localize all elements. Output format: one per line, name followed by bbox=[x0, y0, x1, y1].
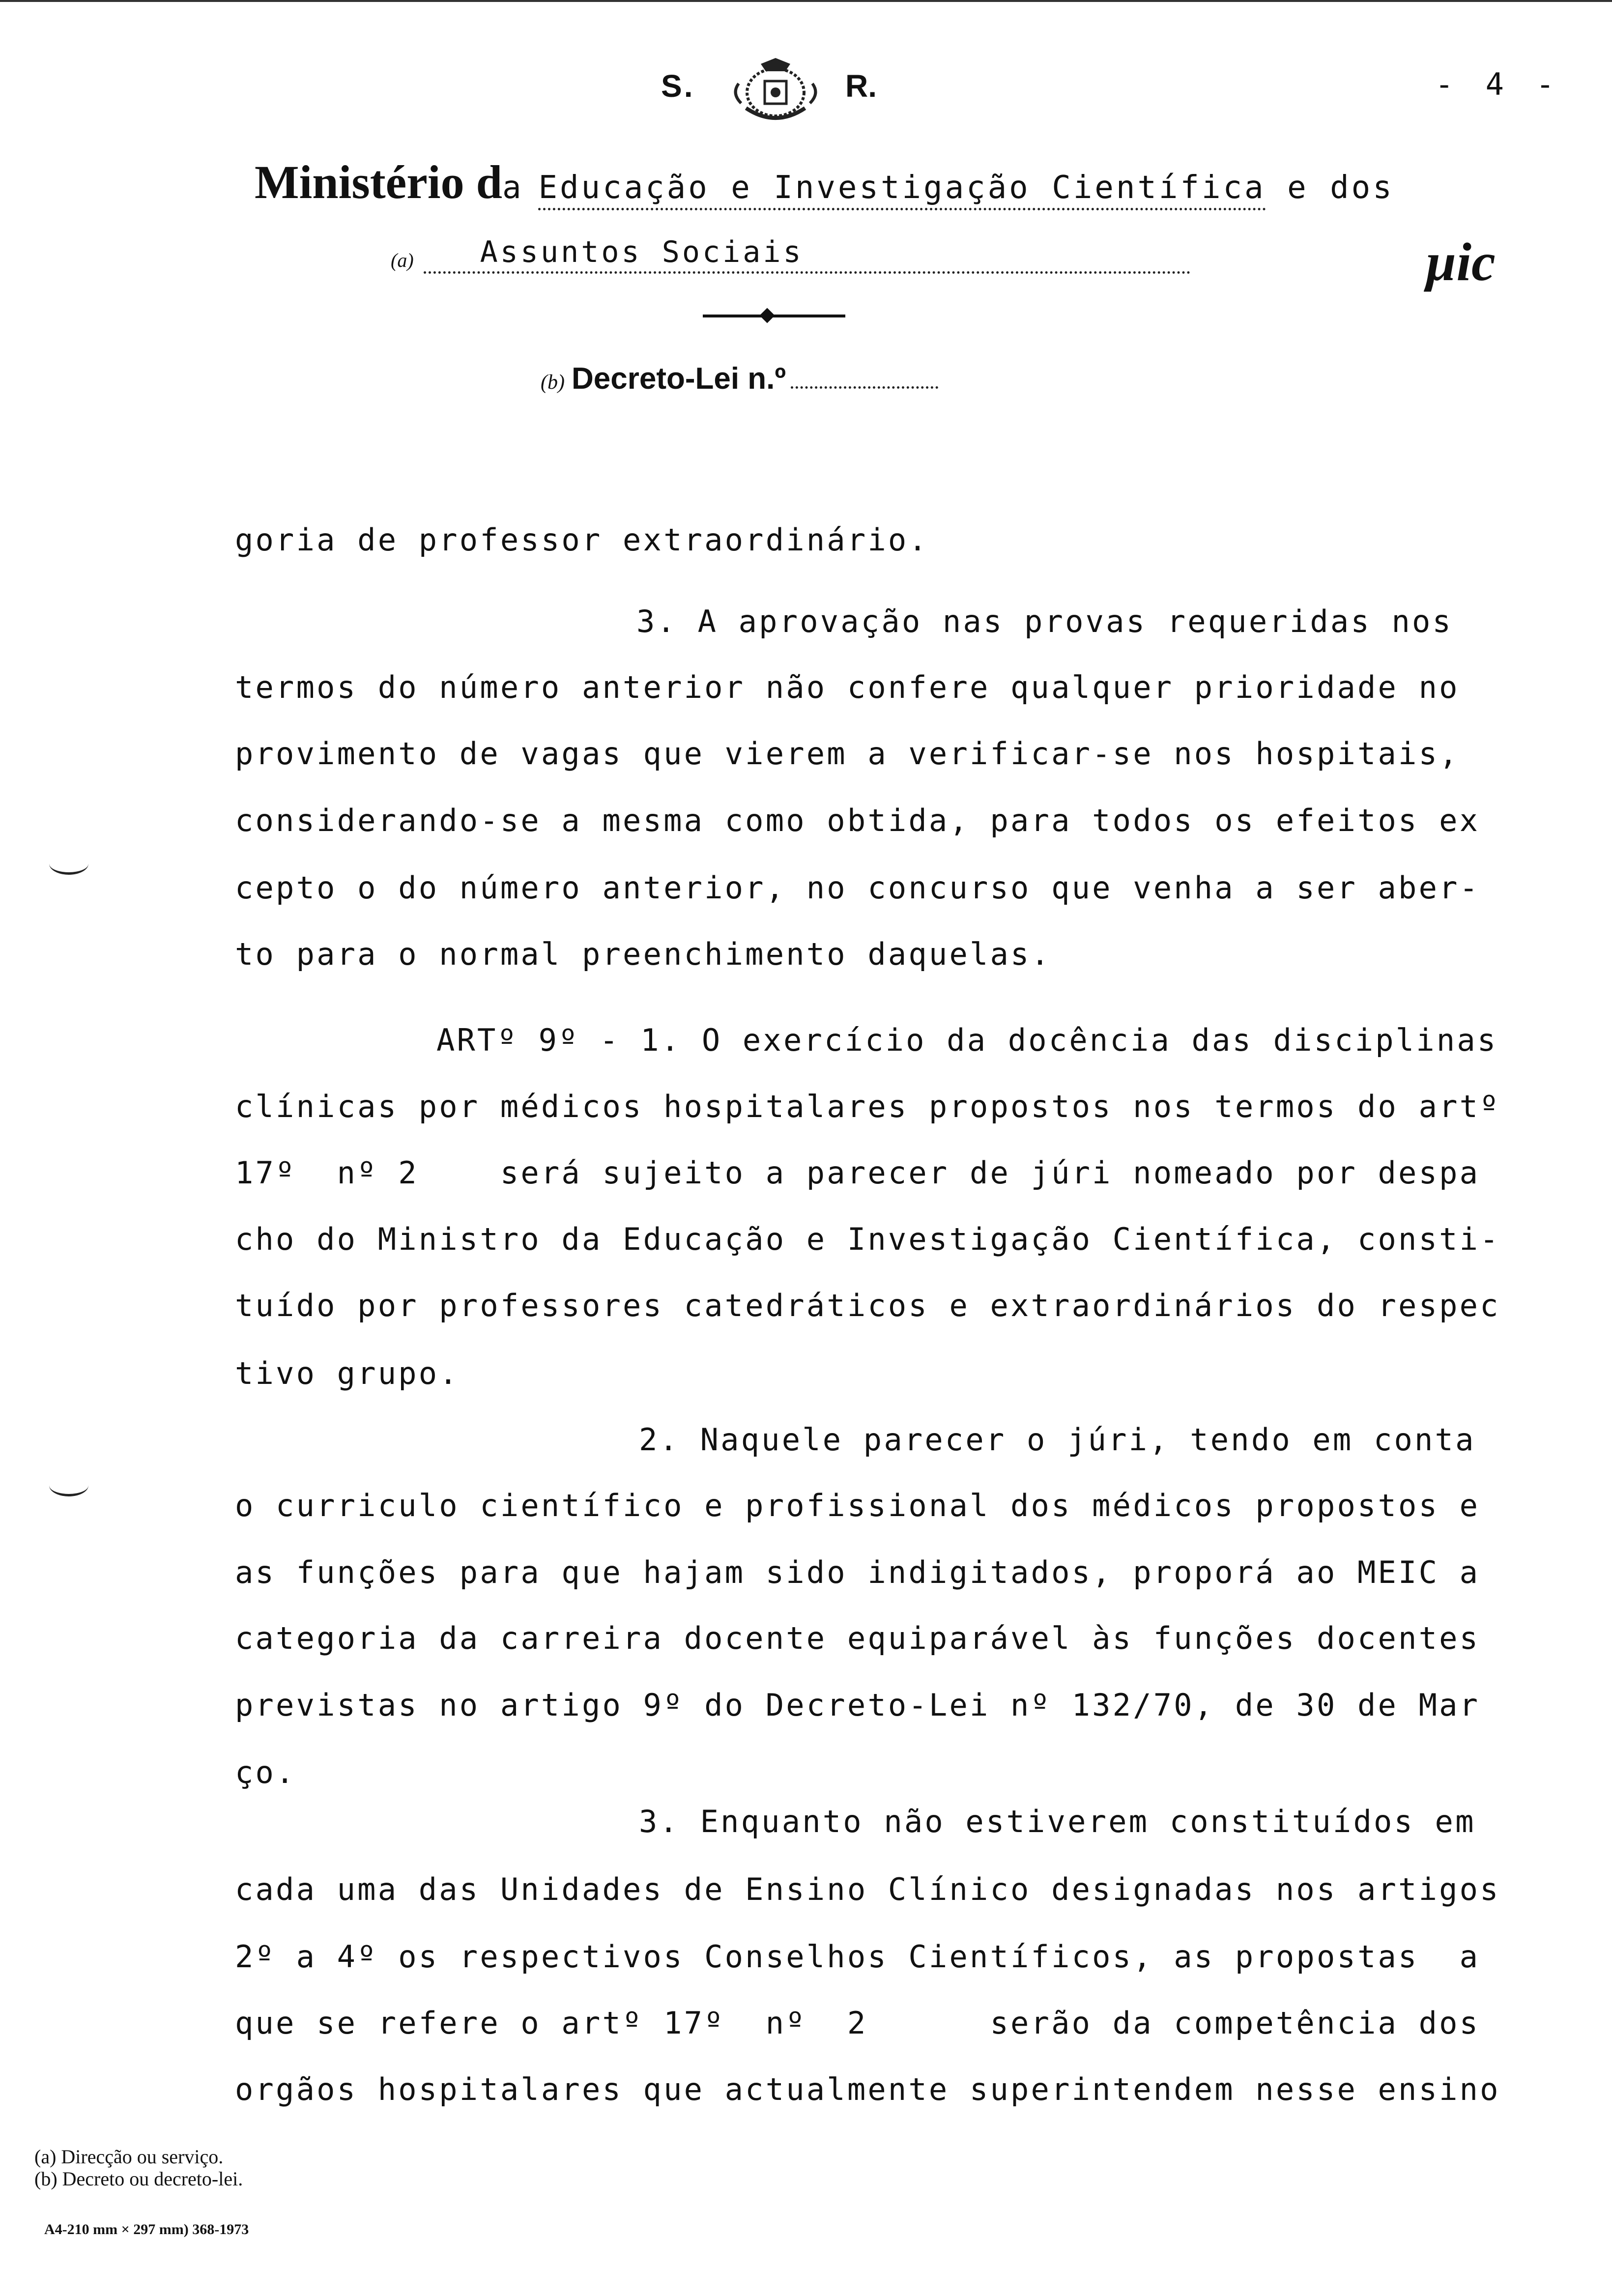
body-line: tivo grupo. bbox=[235, 1355, 460, 1391]
footnote-a: (a) Direcção ou serviço. bbox=[34, 2146, 224, 2168]
margin-mark bbox=[49, 853, 88, 875]
body-line: provimento de vagas que vierem a verificar-se nos hospitais, bbox=[235, 736, 1460, 772]
body-line: o curriculo científico e profissional dos médicos propostos e bbox=[235, 1488, 1480, 1523]
note-b-marker: (b) bbox=[541, 371, 565, 394]
ministry-heading bbox=[255, 155, 1394, 209]
body-line: 3. Enquanto não estiverem constituídos em bbox=[639, 1804, 1476, 1839]
handwritten-initials: µic bbox=[1425, 232, 1496, 292]
header-s-letter: S. bbox=[661, 68, 695, 104]
body-line: cada uma das Unidades de Ensino Clínico designadas nos artigos bbox=[235, 1871, 1500, 1907]
body-line: to para o normal preenchimento daquelas. bbox=[235, 936, 1052, 972]
page-number: - 4 - bbox=[1435, 66, 1561, 102]
body-line: categoria da carreira docente equiparável às funções docentes bbox=[235, 1620, 1480, 1656]
body-line: tuído por professores catedráticos e extraordinários do respec bbox=[235, 1288, 1500, 1323]
header-r-letter: R. bbox=[845, 68, 877, 104]
body-line: 17º nº 2 será sujeito a parecer de júri nomeado por despa bbox=[235, 1155, 1480, 1191]
ministry-title: Ministério d bbox=[255, 156, 502, 208]
top-rule bbox=[0, 0, 1612, 2]
decree-number-blank bbox=[791, 386, 938, 389]
body-line: considerando-se a mesma como obtida, para todos os efeitos ex bbox=[235, 803, 1480, 838]
divider-diamond-icon bbox=[759, 308, 775, 323]
body-line: cepto o do número anterior, no concurso que venha a ser aber- bbox=[235, 870, 1480, 906]
body-line: 2. Naquele parecer o júri, tendo em conta bbox=[639, 1422, 1476, 1458]
body-line: orgãos hospitalares que actualmente superintendem nesse ensino bbox=[235, 2071, 1500, 2107]
direction-line bbox=[391, 235, 1190, 274]
body-line: as funções para que hajam sido indigitados, proporá ao MEIC a bbox=[235, 1554, 1480, 1590]
print-code: A4-210 mm × 297 mm) 368-1973 bbox=[44, 2221, 249, 2238]
body-line: ARTº 9º - 1. O exercício da docência das disciplinas bbox=[436, 1022, 1498, 1058]
footnote-b: (b) Decreto ou decreto-lei. bbox=[34, 2168, 243, 2190]
body-line: ço. bbox=[235, 1754, 296, 1790]
body-line: termos do número anterior não confere qualquer prioridade no bbox=[235, 669, 1460, 705]
ministry-a-letter: a bbox=[502, 170, 524, 206]
margin-mark bbox=[49, 1474, 88, 1496]
body-line: que se refere o artº 17º nº 2 serão da competência dos bbox=[235, 2005, 1480, 2041]
direction-value: Assuntos Sociais bbox=[424, 235, 1190, 274]
body-line: 3. A aprovação nas provas requeridas nos bbox=[636, 603, 1453, 639]
coat-of-arms-icon bbox=[726, 54, 825, 128]
body-line: 2º a 4º os respectivos Conselhos Científicos, as propostas a bbox=[235, 1939, 1480, 1975]
body-line: clínicas por médicos hospitalares propostos nos termos do artº bbox=[235, 1089, 1500, 1124]
body-line: previstas no artigo 9º do Decreto-Lei nº 132/70, de 30 de Mar bbox=[235, 1687, 1480, 1723]
ministry-tail: e dos bbox=[1266, 170, 1394, 206]
body-line: goria de professor extraordinário. bbox=[235, 522, 929, 558]
body-line: cho do Ministro da Educação e Investigação Científica, consti- bbox=[235, 1221, 1500, 1257]
note-a-marker: (a) bbox=[391, 249, 414, 271]
decree-label: Decreto-Lei n.º bbox=[571, 362, 786, 396]
decree-line bbox=[541, 361, 938, 396]
ministry-name: Educação e Investigação Científica bbox=[538, 170, 1266, 210]
